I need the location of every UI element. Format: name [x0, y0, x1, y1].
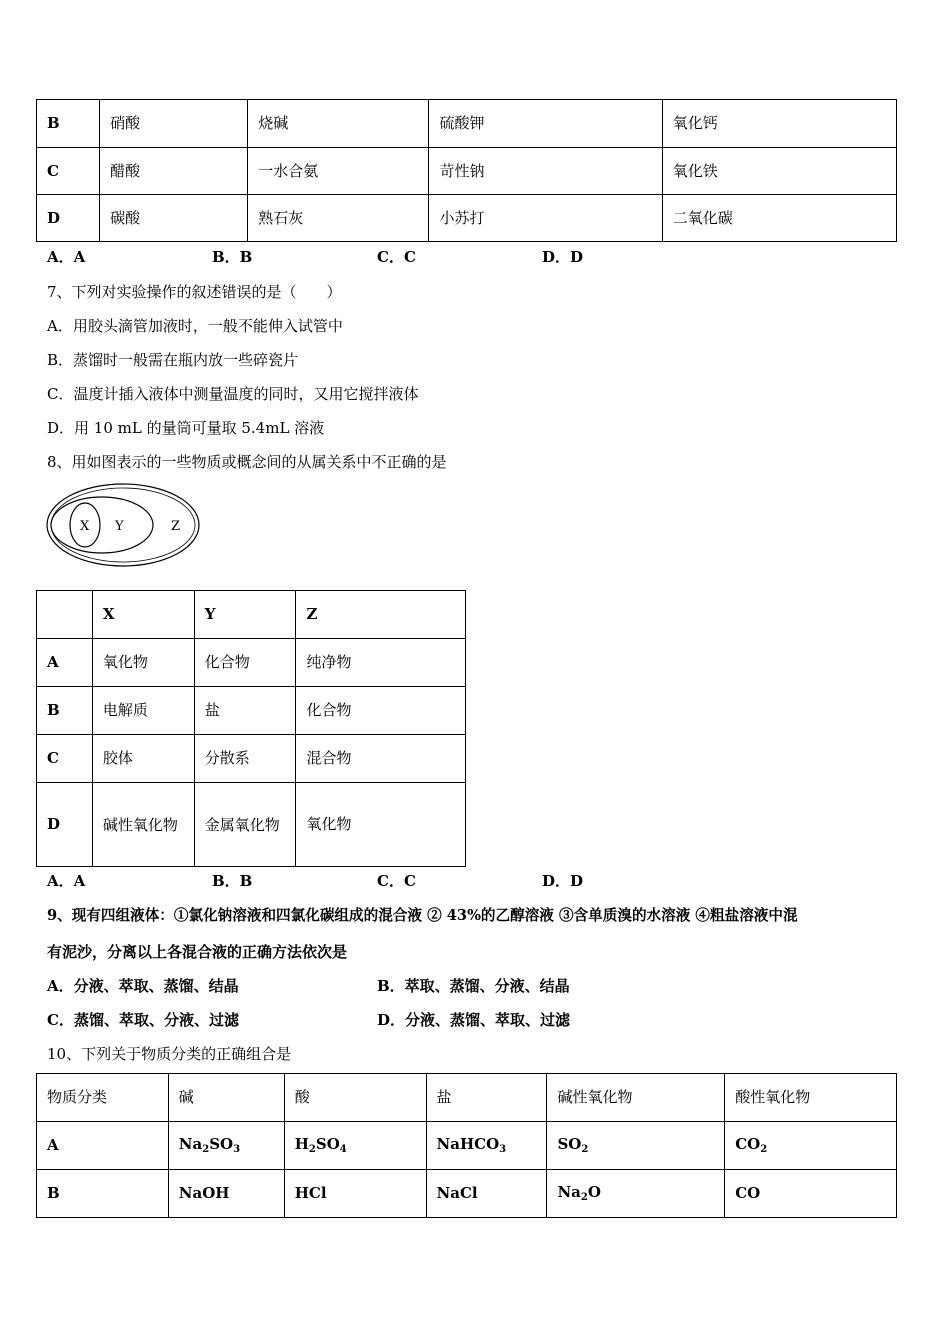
q7-option-d-text: D．用 10 mL 的量筒可量取 5.4mL 溶液	[47, 419, 325, 437]
row-label: D	[37, 195, 100, 242]
table-cell: 化合物	[296, 687, 466, 735]
table-header-cell: 酸	[284, 1074, 426, 1122]
row-label: B	[37, 687, 93, 735]
table-row	[37, 783, 466, 867]
table-row	[37, 735, 466, 783]
q7-option-d[interactable]	[47, 417, 324, 438]
q7-stem: 7、下列对实验操作的叙述错误的是（ ）	[47, 283, 342, 301]
table-cell: 纯净物	[296, 639, 466, 687]
table-header-cell: 碱性氧化物	[547, 1074, 725, 1122]
table-cell: 碳酸	[100, 195, 248, 242]
venn-y-ellipse	[51, 497, 153, 553]
q10-table	[36, 1073, 897, 1218]
q8-stem: 8、用如图表示的一些物质或概念间的从属关系中不正确的是	[47, 453, 447, 471]
row-label: A	[37, 639, 93, 687]
table-header-cell: 物质分类	[37, 1074, 169, 1122]
venn-label-y: Y	[115, 519, 124, 534]
q8-option-b[interactable]: B．B	[212, 872, 253, 890]
chem-formula-acid: $H_2SO_4$	[284, 1122, 426, 1170]
q10-stem: 10、下列关于物质分类的正确组合是	[47, 1045, 292, 1063]
venn-label-x: X	[80, 519, 90, 534]
table-row	[37, 639, 466, 687]
chem-formula-acid: HCl	[284, 1170, 426, 1218]
table-cell: 醋酸	[100, 148, 248, 195]
table-row	[37, 148, 897, 195]
q8-option-a[interactable]: A．A	[47, 872, 86, 890]
table-cell: 苛性钠	[429, 148, 662, 195]
table-row	[37, 100, 897, 148]
row-label: C	[37, 148, 100, 195]
table-row	[37, 195, 897, 242]
q8-table	[36, 590, 466, 867]
q6-option-b[interactable]: B．B	[212, 248, 253, 266]
q7-option-a-text: A．用胶头滴管加液时，一般不能伸入试管中	[47, 317, 343, 335]
table-cell: 氧化物	[92, 639, 194, 687]
q6-option-d[interactable]: D．D	[542, 248, 584, 266]
table-header-cell: 盐	[426, 1074, 547, 1122]
row-label: C	[37, 735, 93, 783]
table-row	[37, 1122, 897, 1170]
row-label: B	[37, 1170, 169, 1218]
q9-stem-line1: 9、现有四组液体：①氯化钠溶液和四氯化碳组成的混合液 ② 43%的乙醇溶液 ③含单质溴的水溶液 ④粗盐溶液中混	[47, 907, 798, 924]
table-cell: 氧化钙	[662, 100, 896, 148]
table-cell: 硫酸钾	[429, 100, 662, 148]
table-header-cell: Y	[194, 591, 296, 639]
q7-option-b-text: B．蒸馏时一般需在瓶内放一些碎瓷片	[47, 351, 299, 369]
table-cell: 化合物	[194, 639, 296, 687]
row-label: B	[37, 100, 100, 148]
table-cell: 电解质	[92, 687, 194, 735]
table-cell: 分散系	[194, 735, 296, 783]
table-header-row	[37, 1074, 897, 1122]
table-header-cell: X	[92, 591, 194, 639]
table-cell: 一水合氨	[248, 148, 429, 195]
chem-formula-basic-oxide: $Na_2O$	[547, 1170, 725, 1218]
table-cell: 氧化铁	[662, 148, 896, 195]
q9-option-b[interactable]: B．萃取、蒸馏、分液、结晶	[377, 977, 570, 995]
table-cell: 氧化物	[296, 783, 466, 867]
q7-option-c-text: C．温度计插入液体中测量温度的同时，又用它搅拌液体	[47, 385, 419, 403]
table-cell: 烧碱	[248, 100, 429, 148]
q7-option-b[interactable]	[47, 349, 298, 370]
table-cell: 熟石灰	[248, 195, 429, 242]
chem-formula-acid-oxide: $CO_2$	[725, 1122, 897, 1170]
table-header-cell: 酸性氧化物	[725, 1074, 897, 1122]
table-cell: 盐	[194, 687, 296, 735]
table-cell: 胶体	[92, 735, 194, 783]
q9-stem-line2: 有泥沙，分离以上各混合液的正确方法依次是	[47, 943, 348, 961]
chem-formula-base: NaOH	[168, 1170, 284, 1218]
q6-option-a[interactable]: A．A	[47, 248, 86, 266]
q9-option-a[interactable]: A．分液、萃取、蒸馏、结晶	[47, 977, 239, 995]
q8-option-d[interactable]: D．D	[542, 872, 584, 890]
row-label: A	[37, 1122, 169, 1170]
table-cell: 碱性氧化物	[92, 783, 194, 867]
table-cell: 二氧化碳	[662, 195, 896, 242]
table-cell: 小苏打	[429, 195, 662, 242]
chem-formula-basic-oxide: $SO_2$	[547, 1122, 725, 1170]
q6-option-c[interactable]: C．C	[377, 248, 416, 266]
table-cell: 硝酸	[100, 100, 248, 148]
venn-label-z: Z	[171, 519, 181, 534]
chem-formula-salt: NaHCO$_3$	[426, 1122, 547, 1170]
table-header-cell	[37, 591, 93, 639]
row-label: D	[37, 783, 93, 867]
q7-option-a[interactable]	[47, 315, 343, 336]
q8-venn-diagram	[44, 481, 204, 571]
table-header-cell: 碱	[168, 1074, 284, 1122]
table-row	[37, 687, 466, 735]
q7-option-c[interactable]	[47, 383, 418, 404]
q6-table	[36, 99, 897, 242]
table-header-row	[37, 591, 466, 639]
chem-formula-acid-oxide: CO	[725, 1170, 897, 1218]
table-header-cell: Z	[296, 591, 466, 639]
chem-formula-base: $Na_2SO_3$	[168, 1122, 284, 1170]
q9-option-d[interactable]: D．分液、蒸馏、萃取、过滤	[377, 1011, 571, 1029]
q8-option-c[interactable]: C．C	[377, 872, 416, 890]
table-cell: 金属氧化物	[194, 783, 296, 867]
q9-option-c[interactable]: C．蒸馏、萃取、分液、过滤	[47, 1011, 239, 1029]
chem-formula-salt: NaCl	[426, 1170, 547, 1218]
table-row	[37, 1170, 897, 1218]
table-cell: 混合物	[296, 735, 466, 783]
